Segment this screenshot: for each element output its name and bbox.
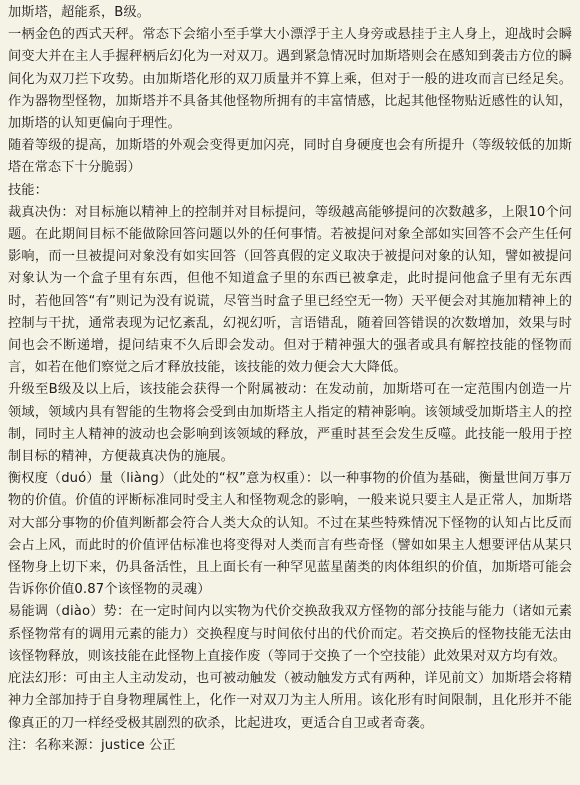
skill-4-paragraph: 庇法幻形：可由主人主动发动，也可被动触发（被动触发方式有两种，详见前文）加斯塔会将精神力全部加持于自身物理属性上，化作一对双刀为主人所用。该化形有时间限制，且化形并不能像真正的刀一样经受极其剧烈的砍杀，比起进攻，更适合自卫或者奇袭。 [8, 671, 572, 731]
name-source-note: 注：名称来源：justice 公正 [8, 737, 176, 753]
skills-heading: 技能： [8, 182, 48, 198]
skill-1-paragraph: 裁真决伪：对目标施以精神上的控制并对目标提问，等级越高能够提问的次数越多，上限10个问题。在此期间目标不能做除回答问题以外的任何事情。若被提问对象全部如实回答不会产生任何影响，而一旦被提问对象没有如实回答（回答真假的定义取决于被提问对象的认知，譬如被提问对象认为一个盒子里有东西，但他不知道盒子里的东西已被拿走，此时提问他盒子里有无东西时，若他回答“有”则记为没有说谎，尽管当时盒子里已经空无一物）天平便会对其施加精神上的控制与干扰，通常表现为记忆紊乱，幻视幻听，言语错乱，随着回答错误的次数增加，效果与时间也会不断递增，提问结束不久后即会发动。但对于精神强大的强者或具有解控技能的怪物而言，如若在他们察觉之后才释放技能，该技能的效力便会大大降低。 [8, 204, 572, 376]
growth-paragraph: 随着等级的提高，加斯塔的外观会变得更加闪亮，同时自身硬度也会有所提升（等级较低的加斯塔在常态下十分脆弱） [8, 138, 572, 176]
skill-3-paragraph: 易能调（diào）势：在一定时间内以实物为代价交换敌我双方怪物的部分技能与能力（诸如元素系怪物常有的调用元素的能力）交换程度与时间依付出的代价而定。若交换后的怪物技能无法由该怪物释放，则该技能在此怪物上直接作废（等同于交换了一个空技能）此效果对双方均有效。 [8, 604, 572, 664]
description-paragraph: 一柄金色的西式天秤。常态下会缩小至手掌大小漂浮于主人身旁或悬挂于主人身上，迎战时会瞬间变大并在主人手握秤柄后幻化为一对双刀。遇到紧急情况时加斯塔则会在感知到袭击方位的瞬间化为双刀拦下攻势。由加斯塔化形的双刀质量并不算上乘，但对于一般的进攻而言已经足矣。作为器物型怪物，加斯塔并不具备其他怪物所拥有的丰富情感，比起其他怪物贴近感性的认知，加斯塔的认知更偏向于理性。 [8, 27, 572, 132]
skill-2-paragraph: 衡权度（duó）量（liàng）（此处的“权”意为权重）：以一种事物的价值为基础，衡量世间万事万物的价值。价值的评断标准同时受主人和怪物观念的影响，一般来说只要主人是正常人，加斯塔对大部分事物的价值判断都会符合人类大众的认知。不过在某些特殊情况下怪物的认知占比反而会占上风，而此时的价值评估标准也将变得对人类而言有些奇怪（譬如如果主人想要评估从某只怪物身上切下来，仍具备活性，且上面长有一种罕见蓝星菌类的肉体组织的价值，加斯塔可能会告诉你价值0.87个该怪物的灵魂） [8, 471, 572, 598]
skill-1-upgrade-paragraph: 升级至B级及以上后，该技能会获得一个附属被动：在发动前，加斯塔可在一定范围内创造一片领域，领域内具有智能的生物将会受到由加斯塔主人指定的精神影响。该领域受加斯塔主人的控制，同时主人精神的波动也会影响到该领域的释放，严重时甚至会发生反噬。此技能一般用于控制目标的精神，方便裁真决伪的施展。 [8, 382, 572, 465]
intro-line: 加斯塔，超能系，B级。 [8, 5, 151, 20]
